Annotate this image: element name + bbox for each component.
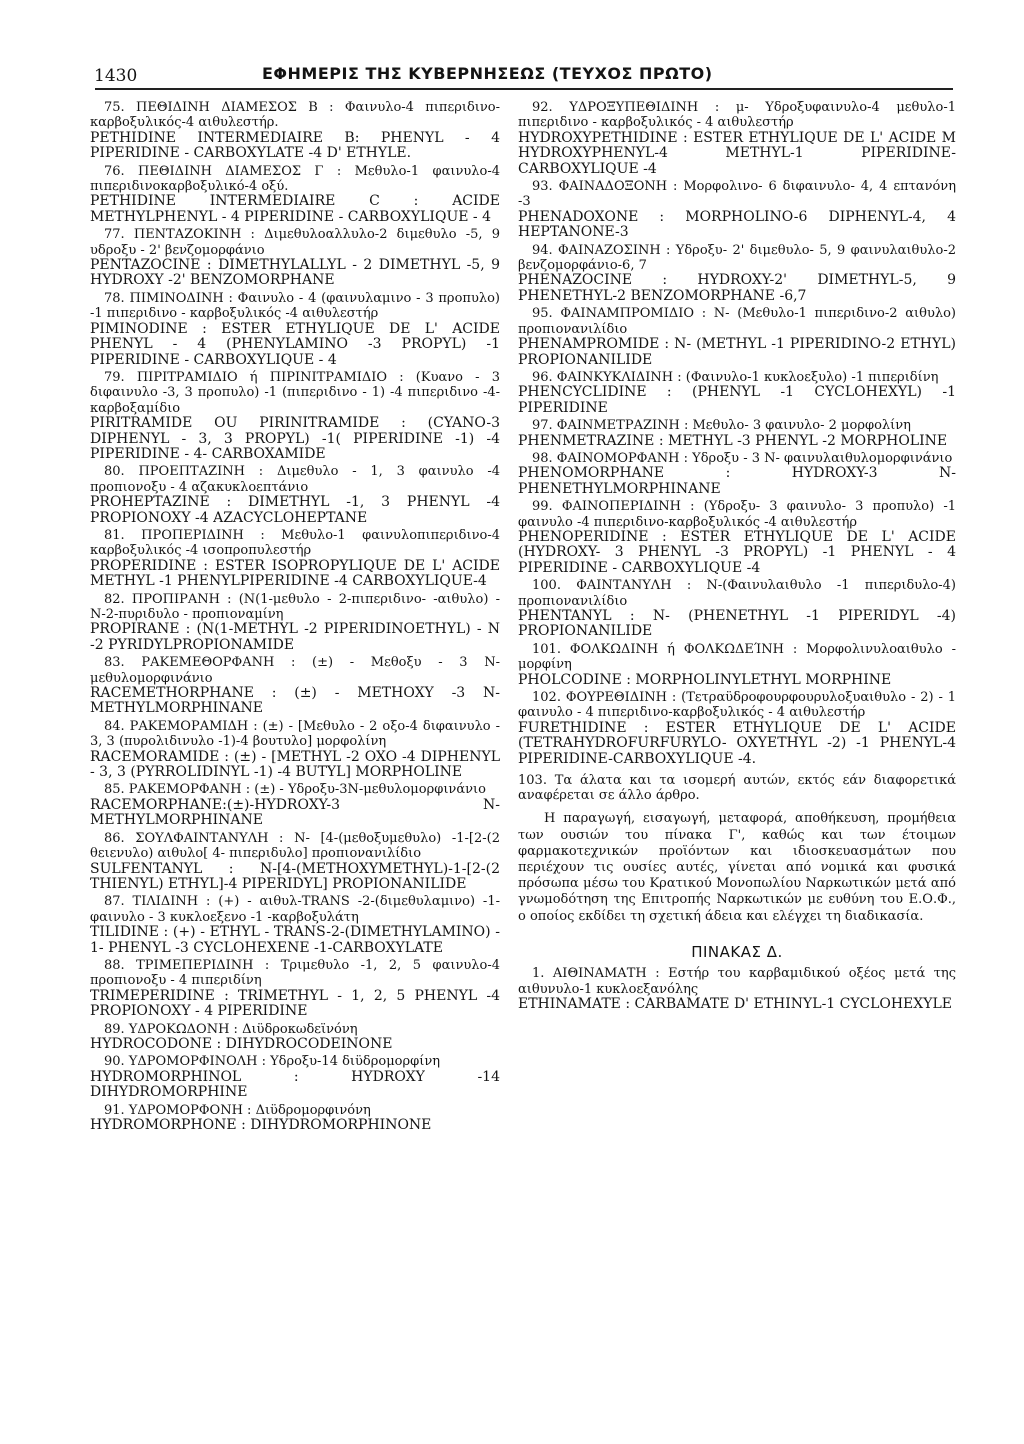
substance-entry [518,179,956,241]
substance-entry [518,370,956,416]
entry-latin-name: PENTAZOCINE : DIMETHYLALLYL - 2 DIMETHYL -5, 9 HYDROXY -2' BENZOMORPHANE [90,257,500,289]
entry-greek-name: 93. ΦΑΙΝΑΔΟΞΟΝΗ : Μορφολινο- 6 διφαινυλο- 4, 4 επτανόνη -3 [518,179,956,210]
entry-greek-name: 92. ΥΔΡΟΞΥΠΕΘΙΔΙΝΗ : μ- Υδροξυφαινυλο-4 μεθυλο-1 πιπεριδινο - καρβοξυλικός - 4 αιθυλεστήρ [518,100,956,131]
entry-greek-name: 100. ΦΑΙΝΤΑΝΥΛΗ : Ν-(Φαινυλαιθυλο -1 πιπεριδυλο-4) προπιονανιλίδιο [518,578,956,609]
entry-latin-name: PHENOPERIDINE : ESTER ETHYLIQUE DE L' ACIDE (HYDROXY- 3 PHENYL -3 PROPYL) -1 PHENYL - 4 PIPERIDINE - CARBOXYLIQUE -4 [518,528,956,576]
substance-entry [90,528,500,590]
substance-entry [90,1054,500,1100]
entry-latin-name: PHOLCODINE : MORPHOLINYLETHYL MORPHINE [518,671,892,688]
entry-greek-name: 102. ΦΟΥΡΕΘΙΔΙΝΗ : (Τετραϋδροφουρφουρυλοξυαιθυλο - 2) - 1 φαινυλο - 4 πιπεριδινο-καρβοξυλικός - 4 αιθυλεστήρ [518,690,956,721]
entry-latin-name: PHENMETRAZINE : METHYL -3 PHENYL -2 MORPHOLINE [518,432,948,449]
substance-entry [90,1022,500,1053]
substance-entry [518,578,956,640]
right-column [518,100,956,1013]
substance-entry [518,306,956,368]
entry-greek-name: 80. ΠΡΟΕΠΤΑΖΙΝΗ : Διμεθυλο - 1, 3 φαινυλο -4 προπιονοξυ - 4 αζακυκλοεπτάνιο [90,464,500,495]
entry-greek-name: 101. ΦΟΛΚΩΔΙΝΗ ή ΦΟΛΚΩΔΕΊΝΗ : Μορφολινυλοαιθυλο - μορφίνη [518,641,956,673]
substance-entry [90,592,500,654]
page-header [72,60,952,90]
substance-entry [90,164,500,226]
substance-entry [90,370,500,462]
substance-entry [518,690,956,767]
page-number: 1430 [94,66,138,86]
entry-greek-name: 99. ΦΑΙΝΟΠΕΡΙΔΙΝΗ : (Υδροξυ- 3 φαινυλο- 3 προπυλο) -1 φαινυλο -4 πιπεριδινο-καρβοξυλικός -4 αιθυλεστήρ [518,499,956,530]
entry-greek-name: 82. ΠΡΟΠΙΡΑΝΗ : (Ν(1-μεθυλο - 2-πιπεριδινο- -αιθυλο) - Ν-2-πυριδυλο - προπιοναμίνη [90,591,500,622]
entry-greek-name: 95. ΦΑΙΝΑΜΠΡΟΜΙΔΙΟ : Ν- (Μεθυλο-1 πιπεριδινο-2 αιθυλο) προπιονανιλίδιο [518,306,956,337]
entry-greek-name: 86. ΣΟΥΛΦΑΙΝΤΑΝΥΛΗ : Ν- [4-(μεθοξυμεθυλο) -1-[2-(2 θειενυλο) αιθυλο[ 4- πιπεριδυλο] προπιονανιλίδιο [90,830,500,862]
entry-latin-name: RACEMORPHANE:(±)-HYDROXY-3 N-METHYLMORPHINANE [90,796,500,829]
entry-latin-name: HYDROMORPHONE : DIHYDROMORPHINONE [90,1117,432,1133]
header-rule [95,88,953,90]
entry-greek-name: 78. ΠΙΜΙΝΟΔΙΝΗ : Φαινυλο - 4 (φαινυλαμινο - 3 προπυλο) -1 πιπεριδινο - καρβοξυλικός -4 αιθυλεστήρ [90,290,500,322]
entry-latin-name: TILIDINE : (+) - ETHYL - TRANS-2-(DIMETHYLAMINO) - 1- PHENYL -3 CYCLOHEXENE -1-CARBOXYLATE [90,924,500,956]
table-d-entry-greek: 1. ΑΙΘΙΝΑΜΑΤΗ : Εστήρ του καρβαμιδικού οξέος μετά της αιθυνυλο-1 κυκλοεξανόλης [518,966,956,997]
substance-entry [90,1103,500,1134]
entry-latin-name: HYDROXYPETHIDINE : ESTER ETHYLIQUE DE L' ACIDE M HYDROXYPHENYL-4 METHYL-1 PIPERIDINE-CARBOXYLIQUE -4 [518,129,956,177]
substance-entry [518,100,956,177]
entry-greek-name: 90. ΥΔΡΟΜΟΡΦΙΝΟΛΗ : Υδροξυ-14 διϋδρομορφίνη [104,1054,441,1070]
entry-greek-name: 83. ΡΑΚΕΜΕΘΟΡΦΑΝΗ : (±) - Μεθοξυ - 3 Ν- μεθυλομορφινάνιο [90,655,500,686]
entry-greek-name: 77. ΠΕΝΤΑΖΟΚΙΝΗ : Διμεθυλοαλλυλο-2 διμεθυλο -5, 9 υδροξυ - 2' βενζομορφάνιο [90,227,500,258]
entry-latin-name: HYDROMORPHINOL : HYDROXY -14 DIHYDROMORPHINE [90,1068,500,1101]
entry-latin-name: PHENCYCLIDINE : (PHENYL -1 CYCLOHEXYL) -1 PIPERIDINE [518,384,956,416]
substance-entry [90,227,500,289]
entry-latin-name: PETHIDINE INTERMEDIAIRE C : ACIDE METHYLPHENYL - 4 PIPERIDINE - CARBOXYLIQUE - 4 [90,193,500,225]
entry-greek-name: 87. ΤΙΛΙΔΙΝΗ : (+) - αιθυλ-TRANS -2-(διμεθυλαμινο) -1-φαινυλο - 3 κυκλοεξενο -1 -καρβοξυλάτη [90,894,500,925]
substance-entry [90,831,500,893]
entry-greek-name: 85. ΡΑΚΕΜΟΡΦΑΝΗ : (±) - Υδροξυ-3Ν-μεθυλομορφινάνιο [104,782,486,798]
entry-latin-name: PIMINODINE : ESTER ETHYLIQUE DE L' ACIDE PHENYL - 4 (PHENYLAMINO -3 PROPYL) -1 PIPERIDINE - CARBOXYLIQUE - 4 [90,320,500,368]
substance-entry [518,418,956,449]
substance-entry [90,958,500,1020]
entry-latin-name: PHENOMORPHANE : HYDROXY-3 N- PHENETHYLMORPHINANE [518,465,956,497]
entry-latin-name: FURETHIDINE : ESTER ETHYLIQUE DE L' ACIDE (TETRAHYDROFURFURYLO- OXYETHYL -2) -1 PHENYL-4 PIPERIDINE-CARBOXYLIQUE -4. [518,719,956,767]
entry-latin-name: PETHIDINE INTERMEDIAIRE B: PHENYL - 4 PIPERIDINE - CARBOXYLATE -4 D' ETHYLE. [90,129,500,162]
table-d-entry-english: ETHINAMATE : CARBAMATE D' ETHINYL-1 CYCLOHEXYLE [518,996,953,1013]
entry-greek-name: 97. ΦΑΙΝΜΕΤΡΑΖΙΝΗ : Μεθυλο- 3 φαινυλο- 2 μορφολίνη [532,418,911,434]
entry-greek-name: 88. ΤΡΙΜΕΠΕΡΙΔΙΝΗ : Τριμεθυλο -1, 2, 5 φαινυλο-4 προπιονοξυ - 4 πιπεριδίνη [90,957,500,989]
substance-entry [90,719,500,781]
entry-latin-name: PHENAZOCINE : HYDROXY-2' DIMETHYL-5, 9 PHENETHYL-2 BENZOMORPHANE -6,7 [518,272,956,304]
entry-greek-name: 76. ΠΕΘΙΔΙΝΗ ΔΙΑΜΕΣΟΣ Γ : Μεθυλο-1 φαινυλο-4 πιπεριδινοκαρβοξυλικό-4 οξύ. [90,163,500,195]
substance-entry [90,655,500,717]
entry-latin-name: TRIMEPERIDINE : TRIMETHYL - 1, 2, 5 PHENYL -4 PROPIONOXY - 4 PIPERIDINE [90,987,500,1020]
substance-entry [518,499,956,576]
entry-latin-name: PROPIRANE : (N(1-METHYL -2 PIPERIDINOETHYL) - N -2 PYRIDYLPROPIONAMIDE [90,621,500,653]
substance-entry [518,451,956,497]
entry-latin-name: PHENTANYL : N- (PHENETHYL -1 PIPERIDYL -4) PROPIONANILIDE [518,608,956,640]
entry-greek-name: 91. ΥΔΡΟΜΟΡΦΟΝΗ : Διϋδρομορφινόνη [104,1102,371,1118]
substance-entry [90,100,500,162]
table-d-title: ΠΙΝΑΚΑΣ Δ. [691,942,783,961]
entry-latin-name: PIRITRAMIDE OU PIRINITRAMIDE : (CYANO-3 DIPHENYL - 3, 3 PROPYL) -1( PIPERIDINE -1) -4 PIPERIDINE - 4- CARBOXAMIDE [90,415,500,462]
entry-latin-name: PROPERIDINE : ESTER ISOPROPYLIQUE DE L' ACIDE METHYL -1 PHENYLPIPERIDINE -4 CARBOXYLIQUE-4 [90,557,500,590]
substance-entry [518,243,956,305]
entry-latin-name: RACEMETHORPHANE : (±) - METHOXY -3 N-METHYLMORPHINANE [90,685,500,717]
entry-latin-name: HYDROCODONE : DIHYDROCODEINONE [90,1035,393,1052]
right-entries [518,100,956,767]
substance-entry [90,464,500,526]
substance-entry [90,782,500,828]
entry-latin-name: PROHEPTAZINE : DIMETHYL -1, 3 PHENYL -4 PROPIONOXY -4 AZACYCLOHEPTANE [90,494,500,526]
entry-greek-name: 75. ΠΕΘΙΔΙΝΗ ΔΙΑΜΕΣΟΣ Β : Φαινυλο-4 πιπεριδινο-καρβοξυλικός-4 αιθυλεστήρ. [90,100,500,131]
entry-greek-name: 98. ΦΑΙΝΟΜΟΡΦΑΝΗ : Υδροξυ - 3 Ν- φαινυλαιθυλομορφινάνιο [532,450,953,466]
entry-latin-name: PHENADOXONE : MORPHOLINO-6 DIPHENYL-4, 4 HEPTANONE-3 [518,208,956,241]
entry-greek-name: 79. ΠΙΡΙΤΡΑΜΙΔΙΟ ή ΠΙΡΙΝΙΤΡΑΜΙΔΙΟ : (Κυανο - 3 διφαινυλο -3, 3 προπυλο) -1 (πιπεριδινο - 1) -4 πιπεριδινο -4- καρβοξαμίδιο [90,369,500,416]
substance-entry [90,894,500,956]
body-paragraph: Η παραγωγή, εισαγωγή, μεταφορά, αποθήκευση, προμήθεια των ουσιών του πίνακα Γ', καθώς και των έτοιμων φαρμακοτεχνικών προϊόντων και ιδιοσκευασμάτων που περιέχουν τις ουσίες αυτές, γίνεται από νομικά και φυσικά πρόσωπα μέσω του Κρατικού Μονοπωλίου Ναρκωτικών μετά από γνωμοδότηση της Επιτροπής Ναρκωτικών με ευθύνη του Ε.Ο.Φ., ο οποίος εκδίδει τη σχετική άδεια και ελέγχει τη διαδικασία. [518,811,956,924]
left-column [90,100,500,1135]
gazette-title: ΕΦΗΜΕΡΙΣ ΤΗΣ ΚΥΒΕΡΝΗΣΕΩΣ (ΤΕΥΧΟΣ ΠΡΩΤΟ) [262,64,713,83]
note-103: 103. Τα άλατα και τα ισομερή αυτών, εκτός εάν διαφορετικά αναφέρεται σε άλλο άρθρο. [518,773,956,804]
entry-latin-name: PHENAMPROMIDE : N- (METHYL -1 PIPERIDINO-2 ETHYL) PROPIONANILIDE [518,336,956,368]
substance-entry [90,291,500,368]
entry-latin-name: RACEMORAMIDE : (±) - [METHYL -2 OXO -4 DIPHENYL - 3, 3 (PYRROLIDINYL -1) -4 BUTYL] MORPHOLINE [90,748,500,781]
entry-greek-name: 94. ΦΑΙΝΑΖΟΣΙΝΗ : Υδροξυ- 2' διμεθυλο- 5, 9 φαινυλαιθυλο-2 βενζομορφάνιο-6, 7 [518,242,956,274]
entry-greek-name: 96. ΦΑΙΝΚΥΚΛΙΔΙΝΗ : (Φαινυλο-1 κυκλοεξυλο) -1 πιπεριδίνη [532,369,939,385]
substance-entry [518,642,956,688]
entry-latin-name: SULFENTANYL : N-[4-(METHOXYMETHYL)-1-[2-(2 THIENYL) ETHYL]-4 PIPERIDYL] PROPIONANILIDE [90,860,500,892]
entry-greek-name: 81. ΠΡΟΠΕΡΙΔΙΝΗ : Μεθυλο-1 φαινυλοπιπεριδινο-4 καρβοξυλικός -4 ισοπροπυλεστήρ [90,527,500,559]
entry-greek-name: 89. ΥΔΡΟΚΩΔΟΝΗ : Διϋδροκωδεϊνόνη [104,1021,358,1037]
entry-greek-name: 84. ΡΑΚΕΜΟΡΑΜΙΔΗ : (±) - [Μεθυλο - 2 οξο-4 διφαινυλο - 3, 3 (πυρολιδινυλο -1)-4 βουτυλο] μορφολίνη [90,718,500,750]
